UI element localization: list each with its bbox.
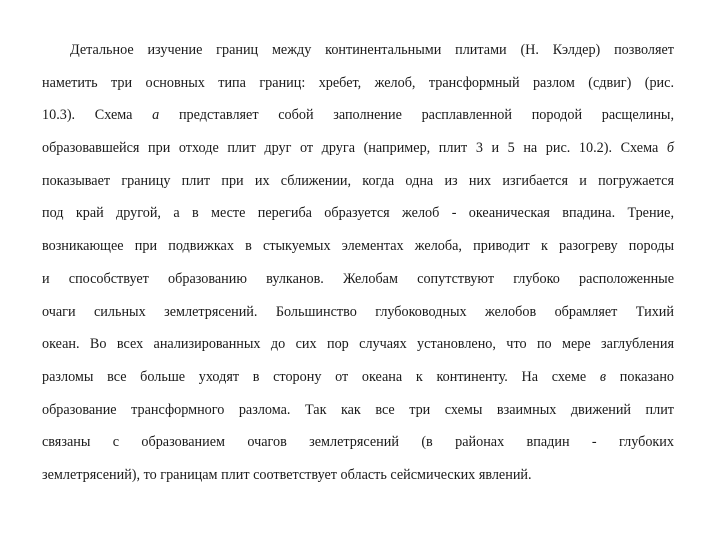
text-line-12: образование трансформного разлома. Так как все три схемы взаимных движений плит <box>42 401 674 418</box>
text-line-7: возникающее при подвижках в стыкуемых элементах желоба, приводит к разогреву породы <box>42 238 674 255</box>
text-line-9: очаги сильных землетрясений. Большинство глубоководных желобов обрамляет Тихий <box>42 303 674 320</box>
text-line-4: образовавшейся при отходе плит друг от друга (например, плит 3 и 5 на рис. 10.2). Схема б <box>42 140 674 157</box>
scheme-label: в <box>599 368 607 385</box>
text-line-1: Детальное изучение границ между континентальными плитами (Н. Кэлдер) позволяет <box>70 42 674 58</box>
text-line-13: связаны с образованием очагов землетрясений (в районах впадин - глубоких <box>42 434 674 451</box>
text-line-3: 10.3). Схема а представляет собой заполнение расплавленной породой расщелины, <box>42 107 675 124</box>
scheme-label: б <box>666 140 674 157</box>
text-line-5: показывает границу плит при их сближении, когда одна из них изгибается и погружается <box>42 172 674 189</box>
text-line-10: океан. Во всех анализированных до сих пор случаях установлено, что по мере заглубления <box>42 336 674 353</box>
text-line-2: наметить три основных типа границ: хребет, желоб, трансформный разлом (сдвиг) (рис. <box>42 74 674 91</box>
scheme-label: а <box>152 107 160 124</box>
text-line-11: разломы все больше уходят в сторону от океана к континенту. На схеме в показано <box>42 368 675 385</box>
text-line-14: землетрясений), то границам плит соответствует область сейсмических явлений. <box>42 466 532 483</box>
paragraph <box>42 34 674 492</box>
text-line-6: под край другой, а в месте перегиба образуется желоб - океаническая впадина. Трение, <box>42 205 674 222</box>
text-line-8: и способствует образованию вулканов. Желобам сопутствуют глубоко расположенные <box>42 270 674 287</box>
